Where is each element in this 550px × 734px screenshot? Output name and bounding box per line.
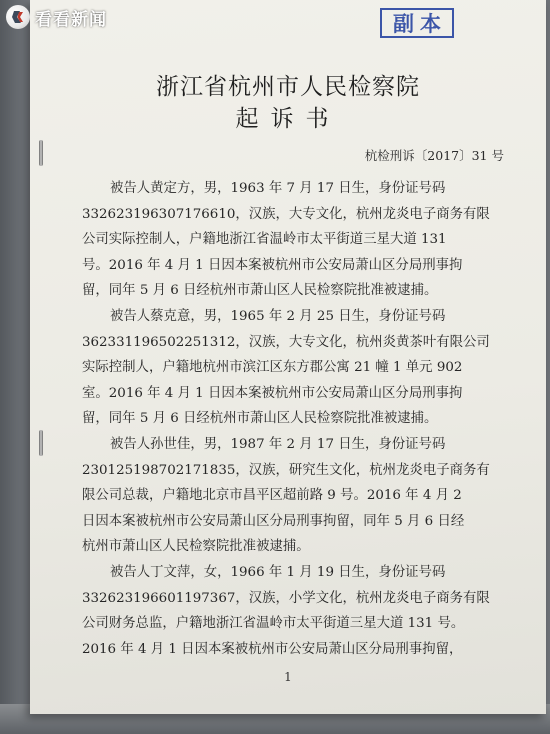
paragraph-line: 限公司总裁，户籍地北京市昌平区超前路 9 号。2016 年 4 月 2 xyxy=(82,488,462,503)
defendant-paragraph-1 xyxy=(82,176,490,304)
paragraph-line: 留，同年 5 月 6 日经杭州市萧山区人民检察院批准被逮捕。 xyxy=(82,411,438,426)
defendant-paragraph-3 xyxy=(82,432,490,560)
paragraph-line: 332623196307176610，汉族，大专文化，杭州龙炎电子商务有限 xyxy=(82,206,490,222)
staple-top xyxy=(39,140,43,166)
paragraph-line: 332623196601197367，汉族，小学文化，杭州龙炎电子商务有限 xyxy=(82,590,490,606)
paragraph-line: 室。2016 年 4 月 1 日因本案被杭州市公安局萧山区分局刑事拘 xyxy=(82,385,463,401)
paragraph-line: 日因本案被杭州市公安局萧山区分局刑事拘留，同年 5 月 6 日经 xyxy=(82,513,465,529)
paragraph-line: 留，同年 5 月 6 日经杭州市萧山区人民检察院批准被逮捕。 xyxy=(82,283,438,298)
paragraph-line: 杭州市萧山区人民检察院批准被逮捕。 xyxy=(82,539,310,554)
paragraph-line: 被告人孙世佳，男，1987 年 2 月 17 日生，身份证号码 xyxy=(110,437,446,452)
watermark-logo xyxy=(6,4,107,30)
document-issuer-title: 浙江省杭州市人民检察院 xyxy=(156,74,420,100)
paragraph-line: 公司实际控制人，户籍地浙江省温岭市太平街道三星大道 131 xyxy=(82,232,447,247)
paragraph-line: 362331196502251312，汉族，大专文化，杭州炎黄茶叶有限公司 xyxy=(82,334,490,350)
defendant-paragraph-4 xyxy=(82,560,490,662)
paragraph-line: 被告人黄定方，男，1963 年 7 月 17 日生，身份证号码 xyxy=(110,181,446,196)
document-number: 杭检刑诉〔2017〕31 号 xyxy=(364,148,504,163)
watermark-text: 看看新闻 xyxy=(35,9,107,30)
paragraph-line: 230125198702171835，汉族，研究生文化，杭州龙炎电子商务有 xyxy=(82,462,490,478)
paragraph-line: 2016 年 4 月 1 日因本案被杭州市公安局萧山区分局刑事拘留， xyxy=(82,641,463,657)
page-number: 1 xyxy=(284,670,292,684)
copy-stamp: 副本 xyxy=(380,8,454,38)
paragraph-line: 被告人丁文萍，女，1966 年 1 月 19 日生，身份证号码 xyxy=(110,565,446,580)
document-page xyxy=(30,0,546,714)
defendant-paragraph-2 xyxy=(82,304,490,432)
kankan-logo-icon xyxy=(6,5,30,29)
paragraph-line: 实际控制人，户籍地杭州市滨江区东方郡公寓 21 幢 1 单元 902 xyxy=(82,360,463,375)
staple-bottom xyxy=(39,430,43,456)
paragraph-line: 被告人蔡克意，男，1965 年 2 月 25 日生，身份证号码 xyxy=(110,309,446,324)
paragraph-line: 号。2016 年 4 月 1 日因本案被杭州市公安局萧山区分局刑事拘 xyxy=(82,257,463,273)
paragraph-line: 公司财务总监，户籍地浙江省温岭市太平街道三星大道 131 号。 xyxy=(82,616,465,631)
background-surface-left xyxy=(0,0,34,734)
document-type-title: 起诉书 xyxy=(235,106,341,132)
